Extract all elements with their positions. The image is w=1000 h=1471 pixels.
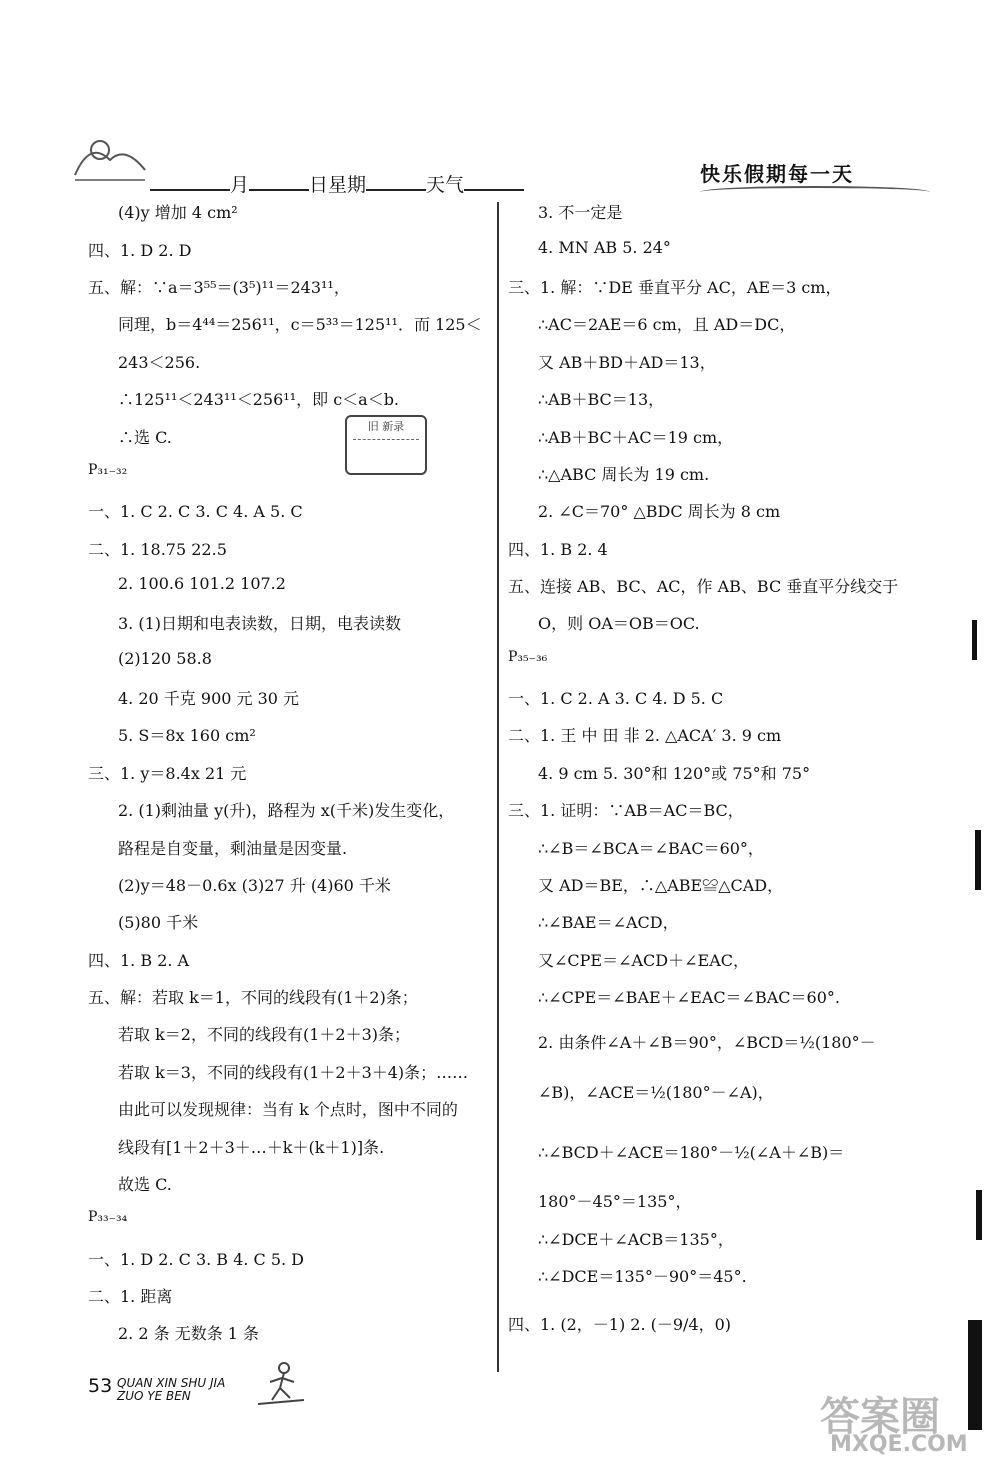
text-line: 又 AD＝BE，∴△ABE≌△CAD，: [538, 876, 784, 895]
text-line: (4)y 增加 4 cm²: [118, 203, 238, 222]
text-line: ∠B)，∠ACE＝½(180°－∠A)，: [538, 1083, 774, 1102]
text-line: 2. ∠C＝70° △BDC 周长为 8 cm: [538, 502, 781, 521]
text-line: 2. 2 条 无数条 1 条: [118, 1324, 260, 1343]
text-line: 若取 k＝3，不同的线段有(1＋2＋3＋4)条；……: [118, 1063, 469, 1082]
text-line: 由此可以发现规律：当有 k 个点时，图中不同的: [118, 1100, 458, 1119]
text-line: 若取 k＝2，不同的线段有(1＋2＋3)条；: [118, 1025, 410, 1044]
weather-label: 天气: [426, 174, 465, 196]
text-line: 2. (1)剩油量 y(升)，路程为 x(千米)发生变化，: [118, 801, 455, 820]
brand-title: 快乐假期每一天: [700, 162, 854, 186]
text-line: 243＜256.: [118, 353, 201, 372]
stamp-top-text: 旧: [367, 420, 379, 433]
text-line: ∴∠CPE＝∠BAE＋∠EAC＝∠BAC＝60°.: [538, 988, 840, 1007]
text-line: 四、1. B 2. A: [88, 951, 190, 970]
text-line: ∴125¹¹＜243¹¹＜256¹¹，即 c＜a＜b.: [118, 390, 400, 409]
page-range-label: P₃₃₋₃₄: [88, 1209, 128, 1225]
text-line: ∴AC＝2AE＝6 cm，且 AD＝DC，: [538, 315, 796, 334]
page-range-label: P₃₁₋₃₂: [88, 462, 128, 478]
text-line: ∴∠DCE＝135°－90°＝45°.: [538, 1267, 747, 1286]
text-line: 五、解：若取 k＝1，不同的线段有(1＋2)条；: [88, 988, 418, 1007]
text-line: ∴△ABC 周长为 19 cm.: [538, 465, 710, 484]
column-divider: [497, 202, 499, 1372]
stamp-graphic: [345, 415, 427, 475]
text-line: 五、连接 AB、BC、AC，作 AB、BC 垂直平分线交于: [508, 577, 899, 596]
text-line: 一、1. C 2. A 3. C 4. D 5. C: [508, 689, 724, 708]
text-line: 四、1. D 2. D: [88, 241, 192, 260]
page-number: 53: [88, 1375, 113, 1397]
text-line: ∴∠BAE＝∠ACD，: [538, 913, 679, 932]
page-header: [0, 0, 1000, 200]
month-label: 月: [230, 174, 250, 196]
text-line: ∴AB＋BC＝13，: [538, 390, 665, 409]
text-line: ∴∠BCD＋∠ACE＝180°－½(∠A＋∠B)＝: [538, 1143, 845, 1162]
text-line: 二、1. 18.75 22.5: [88, 540, 227, 559]
text-line: 一、1. D 2. C 3. B 4. C 5. D: [88, 1250, 305, 1269]
text-line: 3. (1)日期和电表读数，日期，电表读数: [118, 614, 402, 633]
text-line: 又 AB＋BD＋AD＝13，: [538, 353, 716, 372]
weekday-label: 星期: [328, 174, 367, 196]
text-line: 故选 C.: [118, 1175, 172, 1194]
text-line: 三、1. 解：∵DE 垂直平分 AC，AE＝3 cm，: [508, 278, 842, 297]
text-line: 3. 不一定是: [538, 203, 623, 222]
text-line: (2)120 58.8: [118, 649, 212, 668]
text-line: O，则 OA＝OB＝OC.: [538, 614, 700, 633]
text-line: ∴AB＋BC＋AC＝19 cm，: [538, 428, 734, 447]
text-line: 5. S＝8x 160 cm²: [118, 726, 256, 745]
text-line: 二、1. 王 中 田 非 2. △ACA′ 3. 9 cm: [508, 726, 782, 745]
scan-edge-mark: [975, 830, 981, 890]
text-line: 4. 9 cm 5. 30°和 120°或 75°和 75°: [538, 764, 811, 783]
footer-brand-line2: ZUO YE BEN: [117, 1389, 191, 1403]
text-line: 180°－45°＝135°，: [538, 1192, 692, 1211]
stamp-mid-text: 新录: [382, 420, 405, 433]
text-line: 三、1. y＝8.4x 21 元: [88, 764, 247, 783]
text-line: 四、1. B 2. 4: [508, 540, 608, 559]
text-line: 四、1. (2，－1) 2. (－9/4，0): [508, 1315, 732, 1334]
footer-brand: [117, 1377, 225, 1403]
scan-edge-mark: [968, 1320, 982, 1430]
page-range-label: P₃₅₋₃₆: [508, 649, 548, 665]
watermark-url: MXQE.COM: [830, 1432, 968, 1457]
day-label: 日: [309, 174, 329, 196]
text-line: ∴∠DCE＋∠ACB＝135°，: [538, 1230, 734, 1249]
text-line: 二、1. 距离: [88, 1287, 173, 1306]
text-line: ∴选 C.: [118, 428, 172, 447]
footer-brand-line1: QUAN XIN SHU JIA: [117, 1376, 226, 1390]
landscape-decoration-icon: [70, 130, 150, 185]
scan-edge-mark: [972, 620, 977, 660]
text-line: 4. MN AB 5. 24°: [538, 238, 671, 257]
text-line: 4. 20 千克 900 元 30 元: [118, 689, 300, 708]
brand-underline: [700, 186, 930, 198]
skier-figure-icon: [250, 1360, 310, 1410]
text-line: 五、解：∵a＝3⁵⁵＝(3⁵)¹¹＝243¹¹，: [88, 278, 350, 297]
text-line: (2)y＝48－0.6x (3)27 升 (4)60 千米: [118, 876, 391, 895]
text-line: (5)80 千米: [118, 913, 199, 932]
text-line: ∴∠B＝∠BCA＝∠BAC＝60°，: [538, 839, 764, 858]
date-weather-line: [150, 170, 524, 197]
text-line: 又∠CPE＝∠ACD＋∠EAC，: [538, 951, 750, 970]
text-line: 同理，b＝4⁴⁴＝256¹¹，c＝5³³＝125¹¹．而 125＜: [118, 315, 482, 334]
text-line: 三、1. 证明：∵AB＝AC＝BC，: [508, 801, 744, 820]
scan-edge-mark: [976, 1190, 982, 1240]
watermark: 答案圈: [820, 1394, 940, 1440]
text-line: 2. 100.6 101.2 107.2: [118, 574, 286, 593]
text-line: 线段有[1＋2＋3＋…＋k＋(k＋1)]条.: [118, 1138, 385, 1157]
text-line: 2. 由条件∠A＋∠B＝90°，∠BCD＝½(180°－: [538, 1033, 876, 1052]
text-line: 路程是自变量，剩油量是因变量.: [118, 839, 348, 858]
text-line: 一、1. C 2. C 3. C 4. A 5. C: [88, 502, 303, 521]
